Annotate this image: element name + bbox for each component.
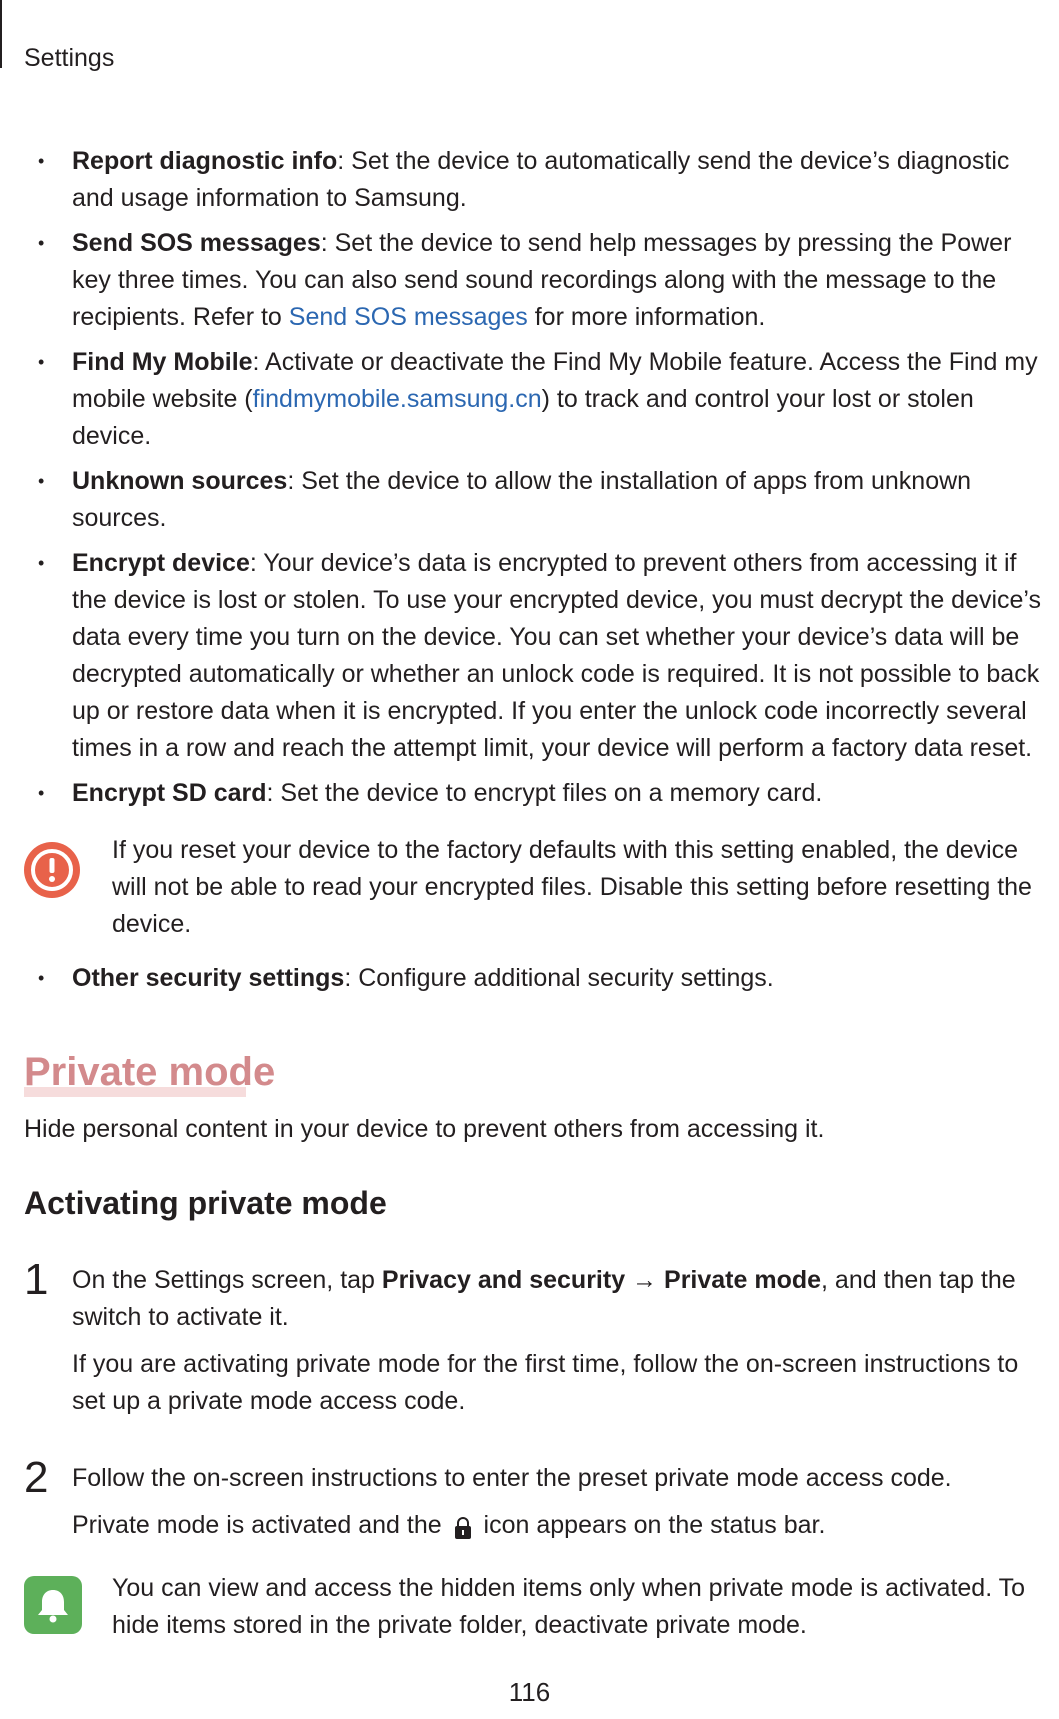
list-item [24,463,1054,537]
step-text [72,1262,1054,1336]
list-item [24,344,1054,455]
bullet-term: Find My Mobile [72,348,253,376]
menu-path-privacy: Privacy and security [381,1266,626,1294]
bullet-icon: • [38,151,45,171]
bullet-text: : Set the device to automatically send the device’s diagnostic and usage information to Samsung. [72,147,1010,212]
step-text-part: Private mode is activated and the [72,1511,449,1539]
bell-icon [24,1576,82,1634]
caution-icon [24,842,80,898]
bullet-term: Send SOS messages [72,229,321,257]
bullet-icon: • [38,233,45,253]
step-number: 2 [24,1453,49,1502]
bullet-text: : Your device’s data is encrypted to prevent others from accessing it if the device is lost or stolen. To use your encrypted device, you must decrypt the device’s data every time you turn on the device. You can set whether your device’s data will be decrypted automatically or whether an unlock code is required. It is not possible to back up or restore data when it is encrypted. If you enter the unlock code incorrectly several times in a row and reach the attempt limit, your device will perform a factory data reset. [72,549,1042,762]
bullet-term: Encrypt SD card [72,779,267,807]
step-2 [24,1453,1054,1554]
bullet-term: Other security settings [72,964,345,992]
bullet-icon: • [38,553,45,573]
bullet-icon: • [38,968,45,988]
note-box [24,1570,1054,1644]
caution-text: If you reset your device to the factory defaults with this setting enabled, the device will not be able to read your encrypted files. Disable this setting before resetting the device. [112,836,1032,938]
list-item [24,225,1054,336]
menu-path-private-mode: Private mode [664,1266,822,1294]
step-1 [24,1255,1054,1430]
other-security-list [24,960,1054,997]
bullet-icon: • [38,783,45,803]
running-header: Settings [24,44,115,72]
send-sos-link[interactable]: Send SOS messages [288,303,528,331]
step-note: If you are activating private mode for the first time, follow the on-screen instructions to set up a private mode access code. [72,1350,1019,1415]
step-text: Follow the on-screen instructions to enter the preset private mode access code. [72,1464,952,1492]
bullet-term: Encrypt device [72,549,250,577]
step-note [72,1507,1054,1544]
subheading: Activating private mode [24,1185,387,1221]
step-text-part: On the Settings screen, tap [72,1266,382,1294]
bullet-text: : Activate or deactivate the Find My Mobile feature. Access the Find my mobile website ( [72,348,1038,413]
bullet-icon: • [38,352,45,372]
findmymobile-link[interactable]: findmymobile.samsung.cn [252,385,542,413]
step-number: 1 [24,1255,49,1304]
bullet-text: : Set the device to allow the installation of apps from unknown sources. [72,467,972,532]
bullet-text: : Set the device to send help messages by pressing the Power key three times. You can also send sound recordings along with the message to the recipients. Refer to [72,229,1012,331]
list-item [24,775,1054,812]
list-item [24,545,1054,767]
bullet-term: Report diagnostic info [72,147,338,175]
security-bullet-list [24,143,1054,820]
bullet-text: ) to track and control your lost or stolen device. [72,385,974,450]
section-title: Private mode [24,1050,276,1094]
caution-box [24,832,1054,943]
bullet-term: Unknown sources [72,467,288,495]
step-text-part: , and then tap the switch to activate it. [72,1266,1016,1331]
arrow-separator: → [625,1266,665,1294]
bullet-text: : Configure additional security settings. [344,964,774,992]
list-item [24,960,1054,997]
section-intro: Hide personal content in your device to prevent others from accessing it. [24,1115,825,1143]
note-text: You can view and access the hidden items only when private mode is activated. To hide items stored in the private folder, deactivate private mode. [112,1574,1026,1639]
list-item [24,143,1054,217]
page-edge-line [0,0,2,68]
bullet-icon: • [38,471,45,491]
private-mode-icon [453,1514,473,1538]
step-text-part: icon appears on the status bar. [476,1511,826,1539]
bullet-text: : Set the device to encrypt files on a memory card. [266,779,823,807]
page-number: 116 [508,1677,551,1707]
bullet-text: for more information. [527,303,766,331]
